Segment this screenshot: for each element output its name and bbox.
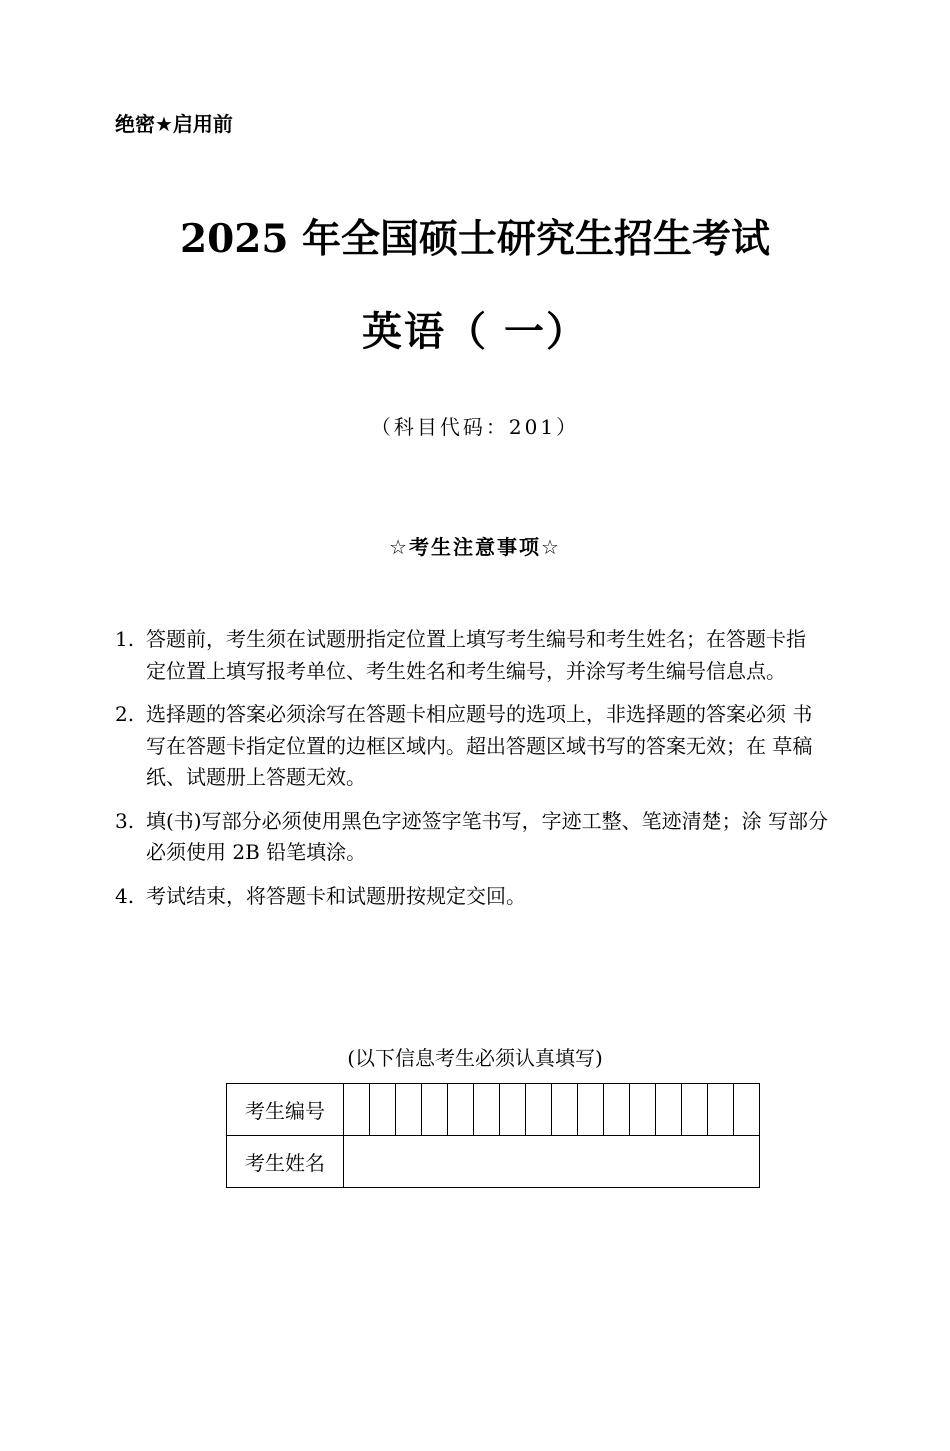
candidate-number-box[interactable] xyxy=(734,1084,760,1136)
exam-subject: 英语（ 一） xyxy=(362,309,588,355)
candidate-number-box[interactable] xyxy=(370,1084,396,1136)
candidate-name-field[interactable] xyxy=(344,1136,760,1188)
candidate-number-box[interactable] xyxy=(682,1084,708,1136)
notice-item xyxy=(115,806,830,869)
notice-number: 4. xyxy=(115,883,135,908)
fill-instruction: (以下信息考生必须认真填写) xyxy=(347,1046,603,1070)
notice-heading: ☆考生注意事项☆ xyxy=(389,535,561,559)
notice-item xyxy=(115,881,830,913)
notice-number: 2. xyxy=(115,702,135,726)
candidate-number-box[interactable] xyxy=(604,1084,630,1136)
candidate-number-box[interactable] xyxy=(578,1084,604,1136)
candidate-number-box[interactable] xyxy=(552,1084,578,1136)
candidate-number-box[interactable] xyxy=(422,1084,448,1136)
candidate-number-row xyxy=(227,1084,760,1136)
candidate-number-box[interactable] xyxy=(500,1084,526,1136)
exam-title: 2025 年全国硕士研究生招生考试 xyxy=(179,216,771,262)
notice-item xyxy=(115,699,830,794)
candidate-number-box[interactable] xyxy=(526,1084,552,1136)
candidate-number-box[interactable] xyxy=(396,1084,422,1136)
notice-number: 1. xyxy=(115,627,135,651)
notice-text: 选择题的答案必须涂写在答题卡相应题号的选项上，非选择题的答案必须 书写在答题卡指定位置的边框区域内。超出答题区域书写的答案无效；在 草稿纸、试题册上答题无效。 xyxy=(146,702,813,789)
candidate-info-table xyxy=(226,1083,760,1188)
notice-list xyxy=(115,624,830,924)
subject-code: （科目代码：201） xyxy=(370,415,580,439)
candidate-number-box[interactable] xyxy=(344,1084,370,1136)
notice-text: 答题前，考生须在试题册指定位置上填写考生编号和考生姓名；在答题卡指 定位置上填写报考单位、考生姓名和考生编号，并涂写考生编号信息点。 xyxy=(146,627,806,683)
notice-text: 考试结束，将答题卡和试题册按规定交回。 xyxy=(146,883,526,908)
confidential-label: 绝密★启用前 xyxy=(115,112,233,136)
notice-item xyxy=(115,624,830,687)
candidate-number-box[interactable] xyxy=(656,1084,682,1136)
notice-number: 3. xyxy=(115,808,135,833)
candidate-name-row xyxy=(227,1136,760,1188)
candidate-number-box[interactable] xyxy=(474,1084,500,1136)
candidate-name-label: 考生姓名 xyxy=(227,1136,344,1188)
candidate-number-box[interactable] xyxy=(448,1084,474,1136)
notice-text: 填(书)写部分必须使用黑色字迹签字笔书写，字迹工整、笔迹清楚；涂 写部分必须使用 2B 铅笔填涂。 xyxy=(146,808,828,864)
candidate-number-label: 考生编号 xyxy=(227,1084,344,1136)
candidate-number-box[interactable] xyxy=(708,1084,734,1136)
candidate-number-box[interactable] xyxy=(630,1084,656,1136)
